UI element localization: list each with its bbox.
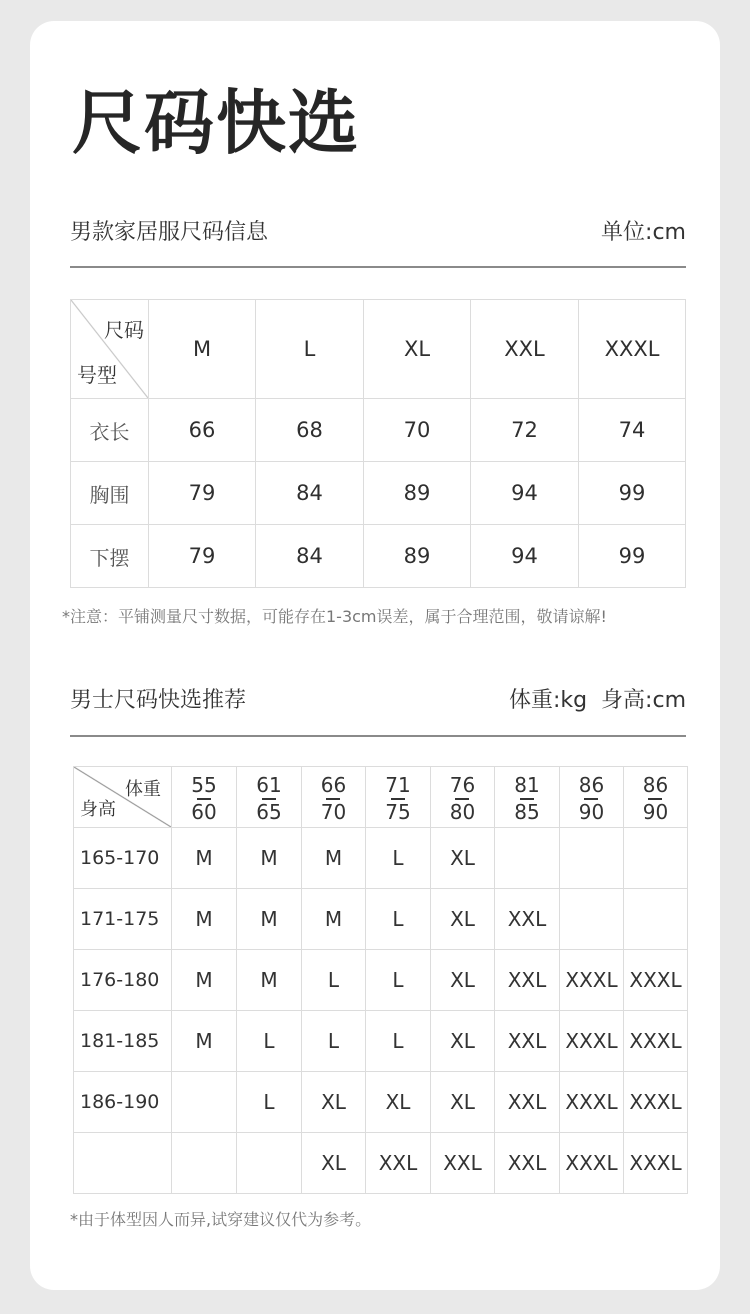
- table-cell: L: [302, 1011, 366, 1072]
- weight-header: $\frac{71}{75}$: [366, 767, 431, 828]
- table-cell: M: [302, 889, 366, 950]
- table-cell: XL: [431, 889, 495, 950]
- table-cell: XXXL: [624, 1072, 688, 1133]
- table-cell: L: [366, 828, 431, 889]
- table-row: [74, 1011, 688, 1072]
- section2-heading: 男士尺码快选推荐: [70, 688, 247, 713]
- weight-header: $\frac{66}{70}$: [302, 767, 366, 828]
- table-cell: XL: [366, 1072, 431, 1133]
- table-row: [71, 525, 686, 588]
- table-cell: 99: [579, 525, 686, 588]
- corner-label-weight: 体重: [125, 779, 161, 800]
- table-row: [71, 462, 686, 525]
- table-cell: 84: [256, 462, 364, 525]
- table-header-row: [71, 300, 686, 399]
- table-header-row: [74, 767, 688, 828]
- table-cell: L: [237, 1011, 302, 1072]
- table-cell: [560, 889, 624, 950]
- table-cell: [172, 1133, 237, 1194]
- weight-header: $\frac{86}{90}$: [624, 767, 688, 828]
- table-cell: M: [172, 889, 237, 950]
- table-corner-cell: [71, 300, 149, 399]
- size-header: M: [149, 300, 256, 399]
- table-cell: 74: [579, 399, 686, 462]
- size-recommend-table: [73, 766, 688, 1194]
- table-cell: 70: [364, 399, 471, 462]
- table-cell: 99: [579, 462, 686, 525]
- section1-unit: 单位:cm: [601, 220, 686, 245]
- table-row: [74, 950, 688, 1011]
- table-cell: 68: [256, 399, 364, 462]
- corner-label-fit: 号型: [77, 363, 117, 387]
- table-cell: 94: [471, 525, 579, 588]
- table-cell: XXL: [495, 1011, 560, 1072]
- section2-header: [70, 690, 686, 712]
- table-cell: XL: [431, 1011, 495, 1072]
- height-label: 181-185: [74, 1011, 172, 1072]
- size-info-table: [70, 299, 686, 588]
- table-cell: M: [237, 889, 302, 950]
- table-cell: L: [302, 950, 366, 1011]
- section2-divider: [70, 735, 686, 737]
- table-cell: XXXL: [624, 1133, 688, 1194]
- table-cell: 89: [364, 462, 471, 525]
- weight-header: $\frac{55}{60}$: [172, 767, 237, 828]
- table-cell: M: [237, 950, 302, 1011]
- table-cell: XXL: [495, 1133, 560, 1194]
- table-cell: XXXL: [560, 1011, 624, 1072]
- weight-header: $\frac{81}{85}$: [495, 767, 560, 828]
- table-cell: XL: [431, 950, 495, 1011]
- corner-label-size: 尺码: [104, 318, 144, 342]
- table-cell: L: [366, 889, 431, 950]
- table-cell: XL: [302, 1072, 366, 1133]
- table-cell: M: [172, 950, 237, 1011]
- table-cell: 89: [364, 525, 471, 588]
- table-cell: XXL: [495, 889, 560, 950]
- height-label: [74, 1133, 172, 1194]
- table-cell: 66: [149, 399, 256, 462]
- table-cell: M: [172, 1011, 237, 1072]
- height-label: 165-170: [74, 828, 172, 889]
- table-cell: M: [302, 828, 366, 889]
- table-cell: L: [237, 1072, 302, 1133]
- table-cell: XXL: [495, 950, 560, 1011]
- row-label: 下摆: [71, 525, 149, 588]
- page-title: 尺码快选: [72, 82, 360, 164]
- table-cell: M: [237, 828, 302, 889]
- table-row: [71, 399, 686, 462]
- table-row: [74, 1072, 688, 1133]
- weight-header: $\frac{76}{80}$: [431, 767, 495, 828]
- size-header: XXL: [471, 300, 579, 399]
- corner-label-height: 身高: [80, 799, 116, 820]
- table-cell: 72: [471, 399, 579, 462]
- table-cell: XL: [302, 1133, 366, 1194]
- weight-header: $\frac{61}{65}$: [237, 767, 302, 828]
- table-cell: [237, 1133, 302, 1194]
- table-cell: XXXL: [624, 950, 688, 1011]
- table-cell: [624, 828, 688, 889]
- height-label: 171-175: [74, 889, 172, 950]
- section2-unit: 体重:kg 身高:cm: [508, 688, 686, 713]
- table-cell: XXL: [495, 1072, 560, 1133]
- table-cell: XXL: [366, 1133, 431, 1194]
- table-cell: XL: [431, 1072, 495, 1133]
- table-cell: XXXL: [624, 1011, 688, 1072]
- table-cell: [495, 828, 560, 889]
- table-cell: 79: [149, 525, 256, 588]
- table-cell: 84: [256, 525, 364, 588]
- table-cell: XXXL: [560, 950, 624, 1011]
- measurement-note: *注意：平铺测量尺寸数据，可能存在1-3cm误差，属于合理范围，敬请谅解!: [62, 607, 607, 626]
- table-cell: [624, 889, 688, 950]
- table-cell: [560, 828, 624, 889]
- table-cell: M: [172, 828, 237, 889]
- row-label: 衣长: [71, 399, 149, 462]
- table-cell: L: [366, 950, 431, 1011]
- table-cell: [172, 1072, 237, 1133]
- weight-header: $\frac{86}{90}$: [560, 767, 624, 828]
- fit-note: *由于体型因人而异,试穿建议仅代为参考。: [70, 1210, 372, 1229]
- table-cell: XXL: [431, 1133, 495, 1194]
- table-cell: XXXL: [560, 1072, 624, 1133]
- height-label: 176-180: [74, 950, 172, 1011]
- row-label: 胸围: [71, 462, 149, 525]
- table-cell: XXXL: [560, 1133, 624, 1194]
- table-corner-cell: [74, 767, 172, 828]
- table-cell: XL: [431, 828, 495, 889]
- section1-divider: [70, 266, 686, 268]
- size-header: L: [256, 300, 364, 399]
- height-label: 186-190: [74, 1072, 172, 1133]
- section1-header: [70, 222, 686, 244]
- table-row: [74, 828, 688, 889]
- table-cell: 79: [149, 462, 256, 525]
- size-header: XXXL: [579, 300, 686, 399]
- table-row: [74, 889, 688, 950]
- table-cell: 94: [471, 462, 579, 525]
- table-row: [74, 1133, 688, 1194]
- table-cell: L: [366, 1011, 431, 1072]
- section1-heading: 男款家居服尺码信息: [70, 220, 269, 245]
- size-header: XL: [364, 300, 471, 399]
